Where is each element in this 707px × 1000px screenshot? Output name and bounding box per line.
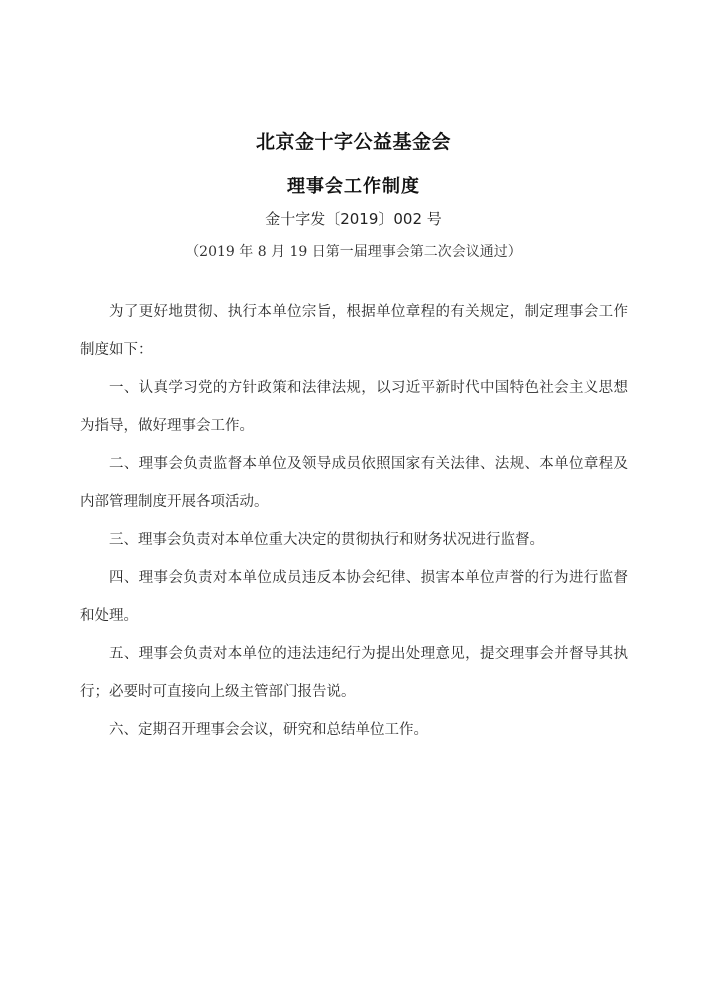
doc-number: 金十字发〔2019〕002 号 (265, 210, 442, 228)
paragraph-item-2: 二、理事会负责监督本单位及领导成员依照国家有关法律、法规、本单位章程及内部管理制度开展各项活动。 (80, 456, 628, 510)
paragraph-item-3: 三、理事会负责对本单位重大决定的贯彻执行和财务状况进行监督。 (109, 532, 544, 548)
paragraph-item-4: 四、理事会负责对本单位成员违反本协会纪律、损害本单位声誉的行为进行监督和处理。 (80, 570, 628, 624)
document-body (80, 293, 628, 749)
paragraph-item-5: 五、理事会负责对本单位的违法违纪行为提出处理意见，提交理事会并督导其执行；必要时可直接向上级主管部门报告说。 (80, 646, 628, 700)
paragraph-intro: 为了更好地贯彻、执行本单位宗旨，根据单位章程的有关规定，制定理事会工作制度如下： (80, 304, 628, 358)
paragraph-item-6: 六、定期召开理事会会议，研究和总结单位工作。 (109, 722, 428, 738)
paragraph-item-1: 一、认真学习党的方针政策和法律法规，以习近平新时代中国特色社会主义思想为指导，做好理事会工作。 (80, 380, 628, 434)
doc-title: 理事会工作制度 (287, 176, 420, 197)
adopted-note: （2019 年 8 月 19 日第一届理事会第二次会议通过） (185, 244, 522, 260)
org-title: 北京金十字公益基金会 (255, 131, 451, 153)
